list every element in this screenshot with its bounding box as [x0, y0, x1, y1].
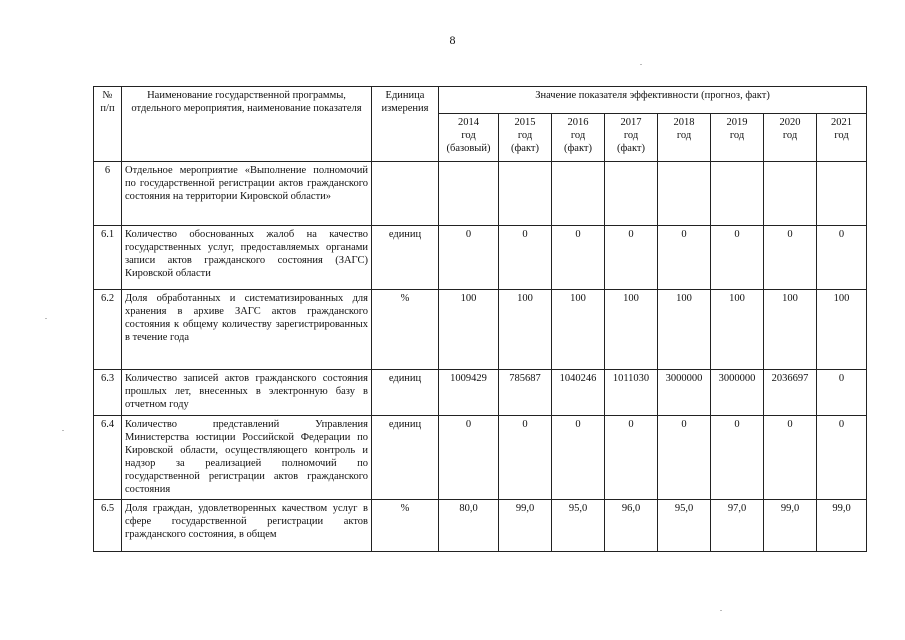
value-cell: 0: [552, 226, 605, 290]
value-cell: 0: [817, 416, 867, 500]
row-number: 6: [94, 162, 122, 226]
value-cell: 0: [764, 226, 817, 290]
value-cell: 96,0: [605, 500, 658, 552]
value-cell: 0: [711, 226, 764, 290]
header-values: Значение показателя эффективности (прогноз, факт): [439, 87, 867, 114]
row-number: 6.2: [94, 290, 122, 370]
value-cell: 3000000: [658, 370, 711, 416]
table-row: [94, 370, 867, 416]
header-year-text: год: [676, 130, 692, 141]
value-cell: [764, 162, 817, 226]
value-cell: 0: [711, 416, 764, 500]
indicator-name: Количество обоснованных жалоб на качество государственных услуг, предоставляемых органами записи актов гражданского состояния (ЗАГС) Кировской области: [122, 226, 372, 290]
scan-speck: [45, 318, 47, 319]
value-cell: 80,0: [439, 500, 499, 552]
header-year-2017: [605, 114, 658, 162]
header-year-text: год: [782, 130, 798, 141]
value-cell: [605, 162, 658, 226]
value-cell: 100: [499, 290, 552, 370]
header-year-text: 2016: [567, 117, 589, 128]
value-cell: 99,0: [499, 500, 552, 552]
value-cell: 95,0: [552, 500, 605, 552]
header-year-text: 2020: [779, 117, 801, 128]
header-year-text: 2017: [620, 117, 642, 128]
indicator-name: Доля граждан, удовлетворенных качеством услуг в сфере государственной регистрации актов гражданского состояния, в общем: [122, 500, 372, 552]
value-cell: 100: [439, 290, 499, 370]
value-cell: 0: [764, 416, 817, 500]
header-year-2019: [711, 114, 764, 162]
header-year-text: 2015: [514, 117, 536, 128]
value-cell: 99,0: [817, 500, 867, 552]
table-row: [94, 162, 867, 226]
unit-cell: единиц: [372, 416, 439, 500]
value-cell: 3000000: [711, 370, 764, 416]
header-year-text: 2018: [673, 117, 695, 128]
value-cell: 0: [817, 226, 867, 290]
value-cell: [711, 162, 764, 226]
header-year-text: (факт): [616, 143, 645, 154]
table-row: [94, 500, 867, 552]
unit-cell: [372, 162, 439, 226]
row-number: 6.1: [94, 226, 122, 290]
header-year-text: год: [517, 130, 533, 141]
header-year-text: 2019: [726, 117, 748, 128]
page-number: 8: [449, 33, 456, 47]
header-year-text: 2021: [831, 117, 852, 128]
indicator-name: Количество записей актов гражданского состояния прошлых лет, внесенных в электронную базу в отчетном году: [122, 370, 372, 416]
header-year-text: (базовый): [446, 143, 491, 154]
value-cell: 1040246: [552, 370, 605, 416]
value-cell: 100: [817, 290, 867, 370]
value-cell: 0: [439, 416, 499, 500]
value-cell: 1011030: [605, 370, 658, 416]
value-cell: 95,0: [658, 500, 711, 552]
value-cell: 100: [764, 290, 817, 370]
indicator-table: [93, 86, 867, 552]
value-cell: 0: [605, 416, 658, 500]
header-year-2018: [658, 114, 711, 162]
value-cell: 0: [658, 416, 711, 500]
indicator-name: Количество представлений Управления Министерства юстиции Российской Федерации по Кировской области, осуществляющего контроль и надзор за реализацией полномочий по государственной регистрации актов гражданского состояния: [122, 416, 372, 500]
value-cell: 0: [499, 226, 552, 290]
header-year-2015: [499, 114, 552, 162]
header-year-text: год: [570, 130, 586, 141]
header-unit: Единица измерения: [372, 87, 439, 162]
table-row: [94, 290, 867, 370]
value-cell: 0: [552, 416, 605, 500]
header-year-2014: [439, 114, 499, 162]
unit-cell: единиц: [372, 226, 439, 290]
value-cell: [658, 162, 711, 226]
value-cell: 2036697: [764, 370, 817, 416]
header-year-text: год: [729, 130, 745, 141]
value-cell: [552, 162, 605, 226]
header-name: Наименование государственной программы, отдельного мероприятия, наименование показателя: [122, 87, 372, 162]
unit-cell: %: [372, 500, 439, 552]
value-cell: 0: [658, 226, 711, 290]
value-cell: 0: [605, 226, 658, 290]
value-cell: 100: [711, 290, 764, 370]
header-year-2020: [764, 114, 817, 162]
value-cell: 785687: [499, 370, 552, 416]
value-cell: [439, 162, 499, 226]
header-year-2016: [552, 114, 605, 162]
value-cell: 0: [817, 370, 867, 416]
value-cell: [499, 162, 552, 226]
header-year-text: (факт): [510, 143, 539, 154]
header-year-text: год: [461, 130, 476, 141]
value-cell: 97,0: [711, 500, 764, 552]
table-row: [94, 226, 867, 290]
value-cell: 100: [552, 290, 605, 370]
value-cell: 1009429: [439, 370, 499, 416]
value-cell: 0: [499, 416, 552, 500]
value-cell: 100: [605, 290, 658, 370]
header-year-text: 2014: [458, 117, 479, 128]
indicator-name: Отдельное мероприятие «Выполнение полномочий по государственной регистрации актов гражданского состояния на территории Кировской области»: [122, 162, 372, 226]
header-no: № п/п: [94, 87, 122, 162]
row-number: 6.3: [94, 370, 122, 416]
scan-speck: [62, 430, 64, 431]
unit-cell: единиц: [372, 370, 439, 416]
header-year-text: (факт): [563, 143, 592, 154]
scan-speck: [640, 64, 642, 65]
value-cell: 0: [439, 226, 499, 290]
scan-speck: [720, 610, 722, 611]
row-number: 6.5: [94, 500, 122, 552]
row-number: 6.4: [94, 416, 122, 500]
table-row: [94, 416, 867, 500]
value-cell: 100: [658, 290, 711, 370]
header-year-text: год: [623, 130, 639, 141]
value-cell: [817, 162, 867, 226]
header-year-text: год: [834, 130, 849, 141]
header-year-2021: [817, 114, 867, 162]
value-cell: 99,0: [764, 500, 817, 552]
indicator-name: Доля обработанных и систематизированных для хранения в архиве ЗАГС актов гражданского состояния к общему количеству зарегистрированных в течение года: [122, 290, 372, 370]
unit-cell: %: [372, 290, 439, 370]
